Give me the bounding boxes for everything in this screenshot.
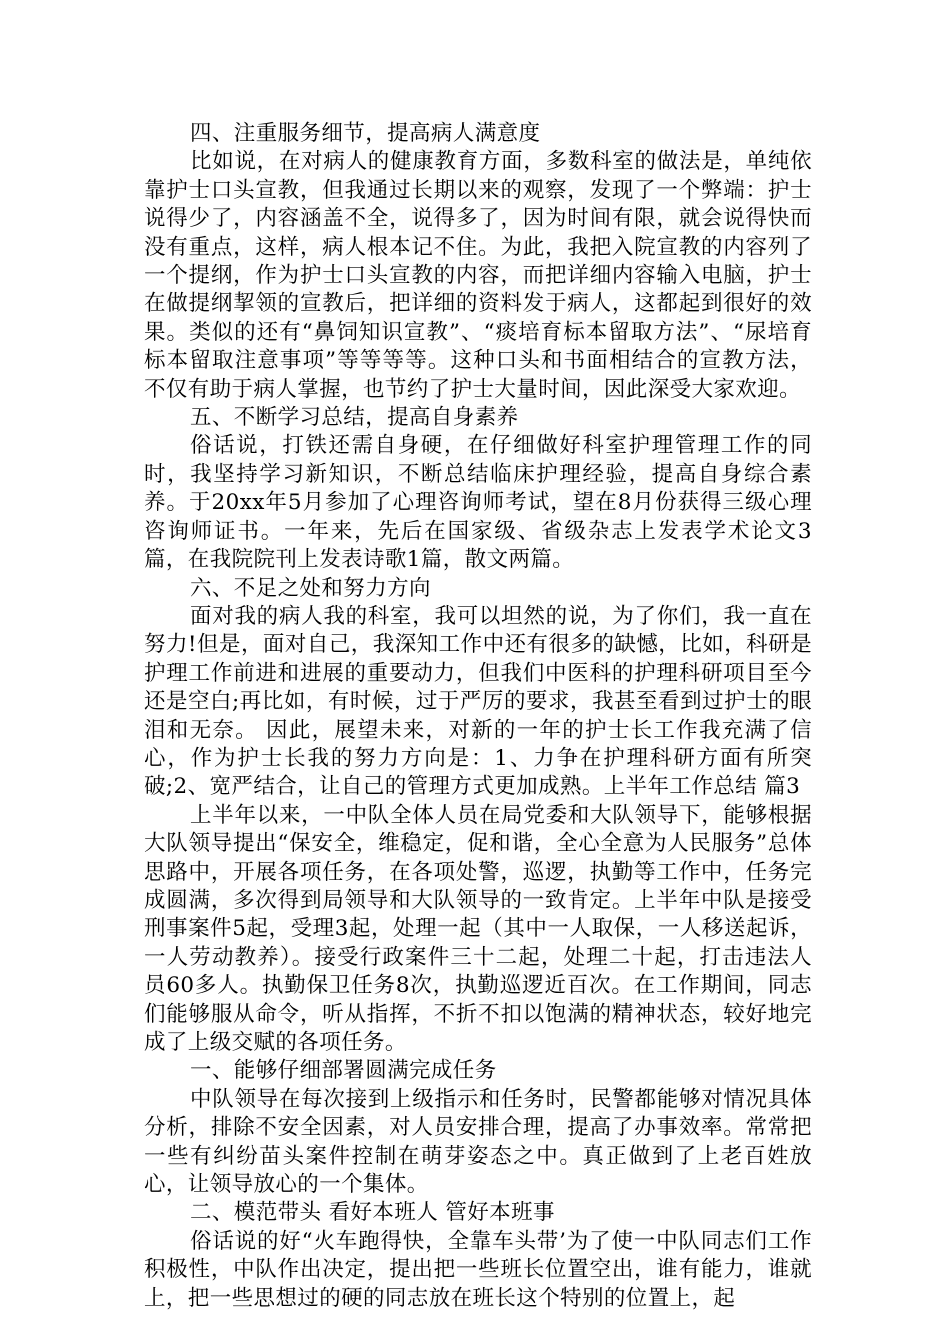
section-heading-2: 二、模范带头 看好本班人 管好本班事 xyxy=(190,1200,555,1226)
paragraph-shortcomings: 面对我的病人我的科室，我可以坦然的说，为了你们，我一直在努力!但是，面对自己，我深知工作中还有很多的缺憾，比如，科研是护理工作前进和进展的重要动力，但我们中医科的护理科研项目至今还是空白;再比如，有时候，过于严厉的要求，我甚至看到过护士的眼泪和无奈。 因此，展望未来，对新的一年的护士长工作我充满了信心，作为护士长我的努力方向是：1、力争在护理科研方面有所突破;2、宽严结合，让自己的管理方式更加成熟。上半年工作总结 篇3 xyxy=(144,603,812,800)
section-heading-6: 六、不足之处和努力方向 xyxy=(190,575,431,601)
paragraph-deployment: 中队领导在每次接到上级指示和任务时，民警都能够对情况具体分析，排除不安全因素，对人员安排合理，提高了办事效率。常常把一些有纠纷苗头案件控制在萌芽姿态之中。真正做到了上老百姓放心，让领导放心的一个集体。 xyxy=(144,1086,812,1198)
paragraph-self-study: 俗话说，打铁还需自身硬，在仔细做好科室护理管理工作的同时，我坚持学习新知识，不断总结临床护理经验，提高自身综合素养。于20xx年5月参加了心理咨询师考试，望在8月份获得三级心理咨询师证书。一年来，先后在国家级、省级杂志上发表学术论文3篇，在我院院刊上发表诗歌1篇，散文两篇。 xyxy=(144,433,812,573)
paragraph-leadership: 俗话说的好“火车跑得快，全靠车头带’为了使一中队同志们工作积极性，中队作出决定，提出把一些班长位置空出，谁有能力，谁就上，把一些思想过的硬的同志放在班长这个特别的位置上，起 xyxy=(144,1228,812,1311)
paragraph-health-education: 比如说，在对病人的健康教育方面，多数科室的做法是，单纯依靠护士口头宣教，但我通过长期以来的观察，发现了一个弊端：护士说得少了，内容涵盖不全，说得多了，因为时间有限，就会说得快而没有重点，这样，病人根本记不住。为此，我把入院宣教的内容列了一个提纲，作为护士口头宣教的内容，而把详细内容输入电脑，护士在做提纲挈领的宣教后，把详细的资料发于病人，这都起到很好的效果。类似的还有“鼻饲知识宣教”、“痰培育标本留取方法”、“尿培育标本留取注意事项”等等等等。这种口头和书面相结合的宣教方法，不仅有助于病人掌握，也节约了护士大量时间，因此深受大家欢迎。 xyxy=(144,149,812,402)
paragraph-half-year-summary: 上半年以来，一中队全体人员在局党委和大队领导下，能够根据大队领导提出“保安全，维稳定，促和谐，全心全意为人民服务”总体思路中，开展各项任务，在各项处警，巡逻，执勤等工作中，任务完成圆满，多次得到局领导和大队领导的一致肯定。上半年中队是接受刑事案件5起，受理3起，处理一起（其中一人取保，一人移送起诉，一人劳动教养）。接受行政案件三十二起，处理二十起，打击违法人员60多人。执勤保卫任务8次，执勤巡逻近百次。在工作期间，同志们能够服从命令，听从指挥，不折不扣以饱满的精神状态，较好地完成了上级交赋的各项任务。 xyxy=(144,802,812,1055)
section-heading-5: 五、不断学习总结，提高自身素养 xyxy=(190,405,519,431)
section-heading-4: 四、注重服务细节，提高病人满意度 xyxy=(190,121,541,146)
section-heading-1: 一、能够仔细部署圆满完成任务 xyxy=(190,1058,497,1084)
document-page xyxy=(144,120,812,1313)
